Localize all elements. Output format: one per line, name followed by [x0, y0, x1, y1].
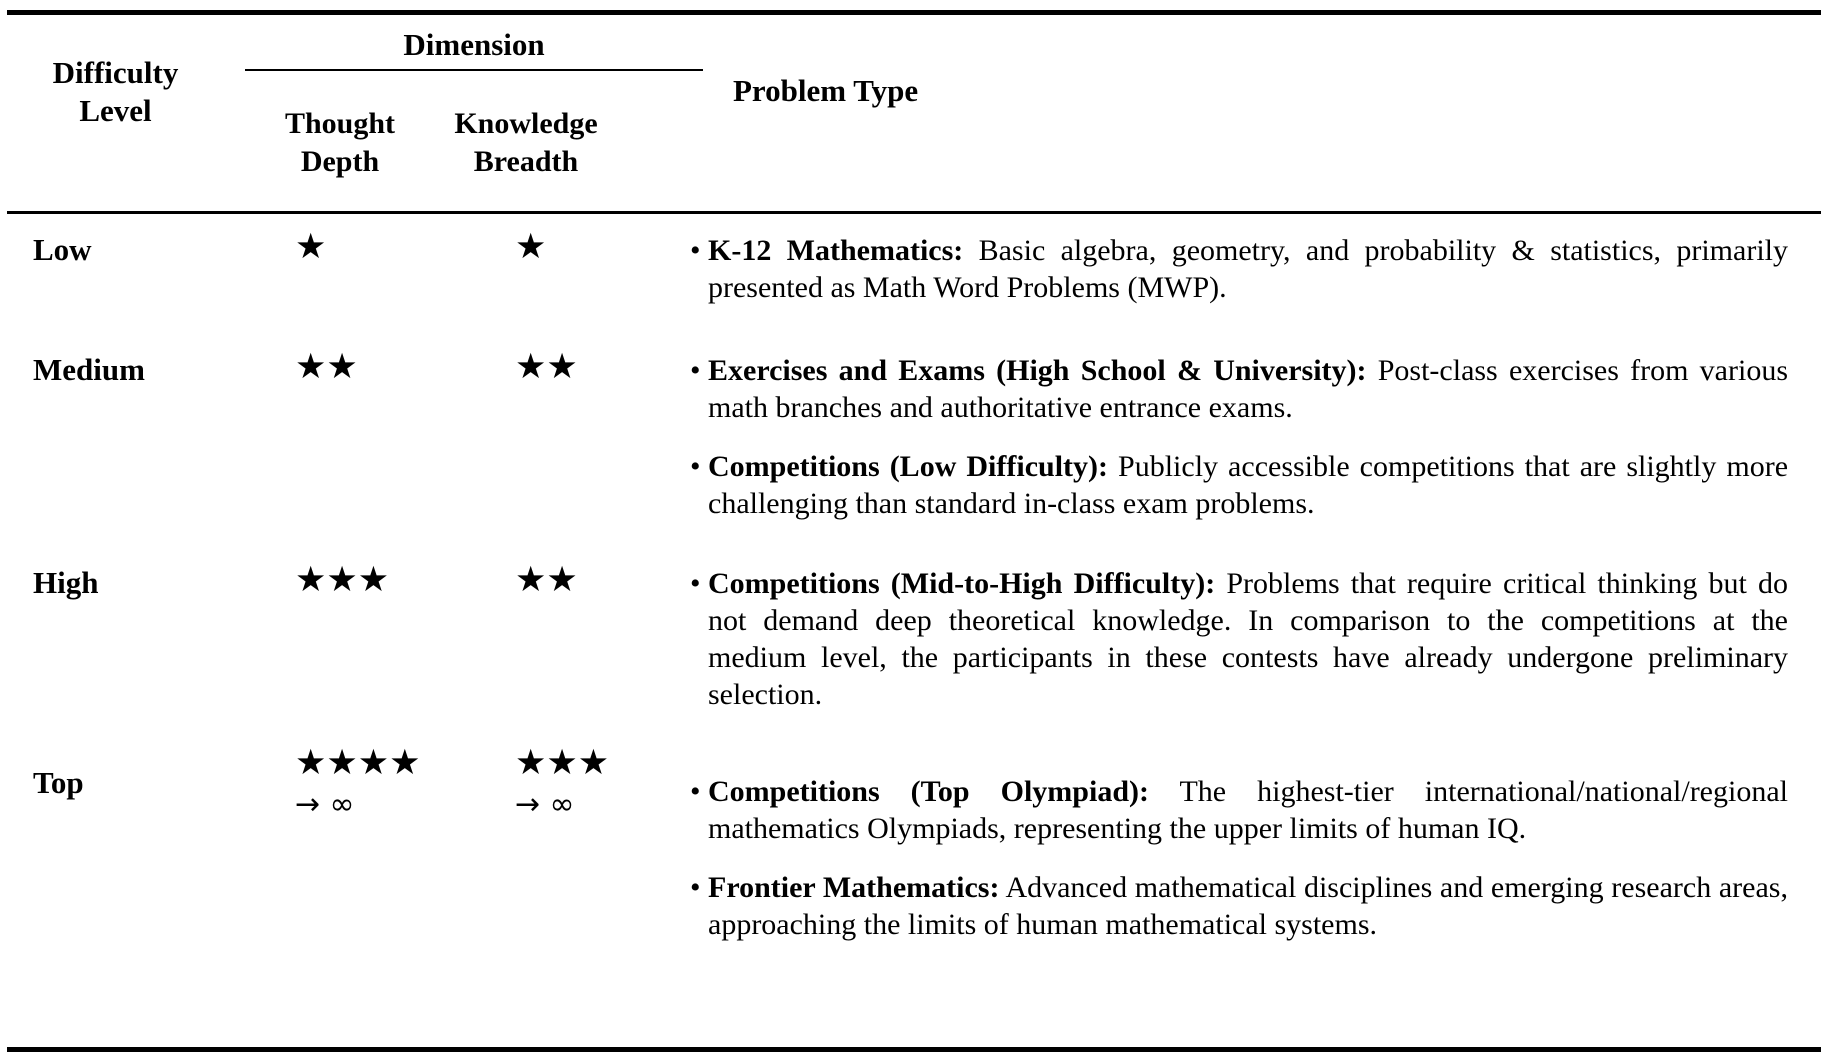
problem-title: Frontier Mathematics:	[708, 871, 1000, 904]
problem-description: Advanced mathematical disciplines and emerging research areas, approaching the limits of human mathematical systems.	[708, 871, 1788, 941]
problem-type-cell	[690, 773, 1788, 943]
star-rating-icon: ★★	[515, 560, 578, 600]
problem-type-cell	[690, 232, 1788, 306]
star-rating-icon: ★★	[295, 347, 358, 387]
bullet-icon: •	[690, 775, 701, 808]
problem-title: K-12 Mathematics:	[708, 234, 964, 267]
column-group-header-dimension: Dimension	[403, 27, 545, 62]
bullet-icon: •	[690, 871, 701, 904]
knowledge-breadth-rating	[515, 349, 705, 385]
problem-item	[690, 869, 1788, 943]
bullet-icon: •	[690, 354, 701, 387]
difficulty-level-label: Top	[33, 765, 84, 800]
problem-type-cell	[690, 565, 1788, 713]
problem-description: Problems that require critical thinking but do not demand deep theoretical knowledge. In comparison to the competitions at the medium level, the participants in these contests have already undergone preliminary selection.	[708, 567, 1789, 711]
problem-item	[690, 565, 1788, 713]
difficulty-header-line1: Difficulty	[52, 55, 179, 90]
difficulty-level-label: High	[33, 565, 99, 600]
problem-description: Post-class exercises from various math branches and authoritative entrance exams.	[708, 354, 1788, 424]
column-header-difficulty-level	[23, 54, 208, 130]
star-rating-icon: ★★★	[295, 560, 390, 600]
thought-depth-rating	[295, 229, 485, 265]
bullet-icon: •	[690, 450, 701, 483]
problem-title: Competitions (Low Difficulty):	[708, 450, 1108, 483]
column-header-knowledge-breadth	[426, 105, 626, 181]
column-header-problem-type: Problem Type	[733, 73, 919, 108]
knowledge-header-line2: Breadth	[473, 145, 579, 178]
problem-item	[690, 352, 1788, 426]
thought-header-line1: Thought	[284, 107, 396, 140]
problem-type-cell	[690, 352, 1788, 522]
difficulty-level-label: Medium	[33, 352, 145, 387]
thought-depth-rating	[295, 562, 485, 598]
problem-description: The highest-tier international/national/regional mathematics Olympiads, representing the upper limits of human IQ.	[708, 775, 1788, 845]
star-rating-icon: ★★★★	[295, 743, 421, 783]
thought-depth-rating	[295, 349, 485, 385]
problem-title: Competitions (Mid-to-High Difficulty):	[708, 567, 1216, 600]
dimension-underline	[245, 69, 703, 71]
star-rating-icon: ★★★	[515, 743, 610, 783]
table-top-rule	[7, 10, 1821, 15]
knowledge-breadth-rating	[515, 562, 705, 598]
knowledge-breadth-rating	[515, 229, 705, 265]
table-bottom-rule	[7, 1047, 1821, 1052]
bullet-icon: •	[690, 234, 701, 267]
difficulty-header-line2: Level	[79, 93, 152, 128]
tends-to-infinity-symbol: → ∞	[515, 787, 575, 822]
problem-title: Competitions (Top Olympiad):	[708, 775, 1149, 808]
thought-header-line2: Depth	[300, 145, 380, 178]
table-header-rule	[7, 211, 1821, 214]
knowledge-breadth-rating	[515, 745, 705, 820]
tends-to-infinity-symbol: → ∞	[295, 787, 355, 822]
column-header-thought-depth	[240, 105, 440, 181]
problem-description: Publicly accessible competitions that are slightly more challenging than standard in-class exam problems.	[708, 450, 1789, 520]
problem-item	[690, 773, 1788, 847]
star-rating-icon: ★	[295, 227, 327, 267]
star-rating-icon: ★★	[515, 347, 578, 387]
bullet-icon: •	[690, 567, 701, 600]
knowledge-header-line1: Knowledge	[454, 107, 598, 140]
difficulty-level-label: Low	[33, 232, 92, 267]
thought-depth-rating	[295, 745, 485, 820]
star-rating-icon: ★	[515, 227, 547, 267]
problem-item	[690, 448, 1788, 522]
problem-title: Exercises and Exams (High School & University):	[708, 354, 1367, 387]
problem-item	[690, 232, 1788, 306]
problem-description: Basic algebra, geometry, and probability & statistics, primarily presented as Math Word Problems (MWP).	[708, 234, 1788, 304]
